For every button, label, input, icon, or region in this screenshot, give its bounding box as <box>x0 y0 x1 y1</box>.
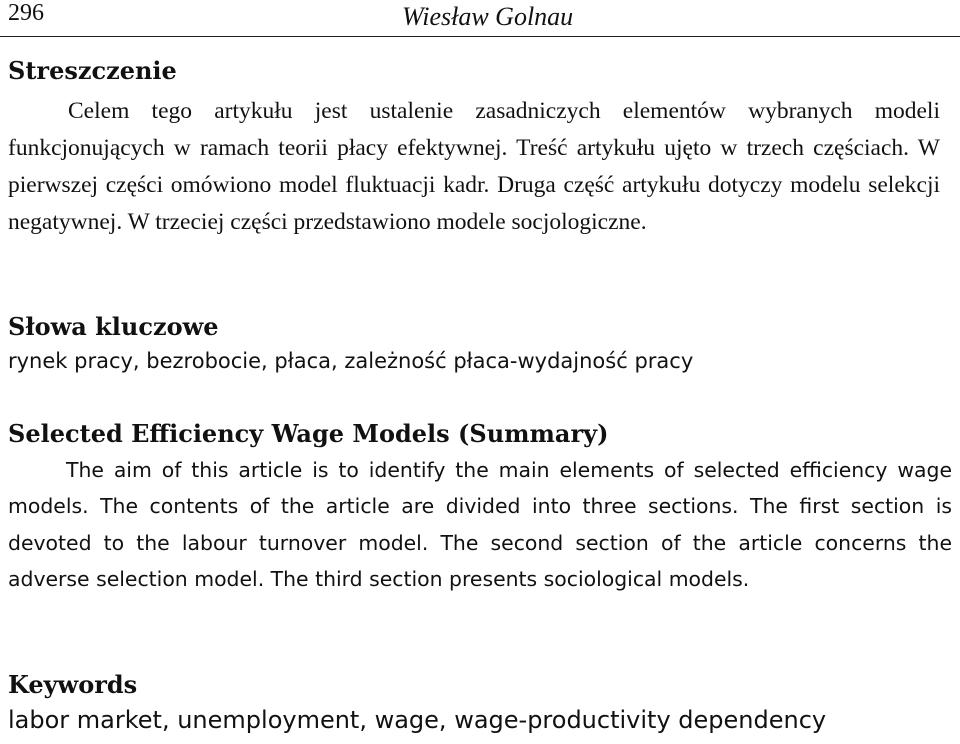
page-header <box>0 0 960 37</box>
streszczenie-heading: Streszczenie <box>8 56 177 85</box>
slowa-kluczowe-text: rynek pracy, bezrobocie, płaca, zależność płaca-wydajność pracy <box>8 349 694 373</box>
slowa-kluczowe-heading: Słowa kluczowe <box>8 312 219 341</box>
streszczenie-text: Celem tego artykułu jest ustalenie zasadniczych elementów wybranych modeli funkcjonujących w ramach teorii płacy efektywnej. Treść artykułu ujęto w trzech częściach. W pierwszej części omówiono model fluktuacji kadr. Druga część artykułu dotyczy modelu selekcji negatywnej. W trzeciej części przedstawiono modele socjologiczne. <box>8 98 940 235</box>
page-number: 296 <box>8 0 44 26</box>
running-header-author: Wiesław Golnau <box>402 2 574 31</box>
keywords-text: labor market, unemployment, wage, wage-productivity dependency <box>8 706 827 734</box>
keywords-heading: Keywords <box>8 670 138 699</box>
summary-text: The aim of this article is to identify the main elements of selected efficiency wage models. The contents of the article are divided into three sections. The first section is devoted to the labour turnover model. The second section of the article concerns the adverse selection model. The third section presents sociological models. <box>8 458 952 592</box>
summary-heading: Selected Efficiency Wage Models (Summary) <box>8 419 609 448</box>
